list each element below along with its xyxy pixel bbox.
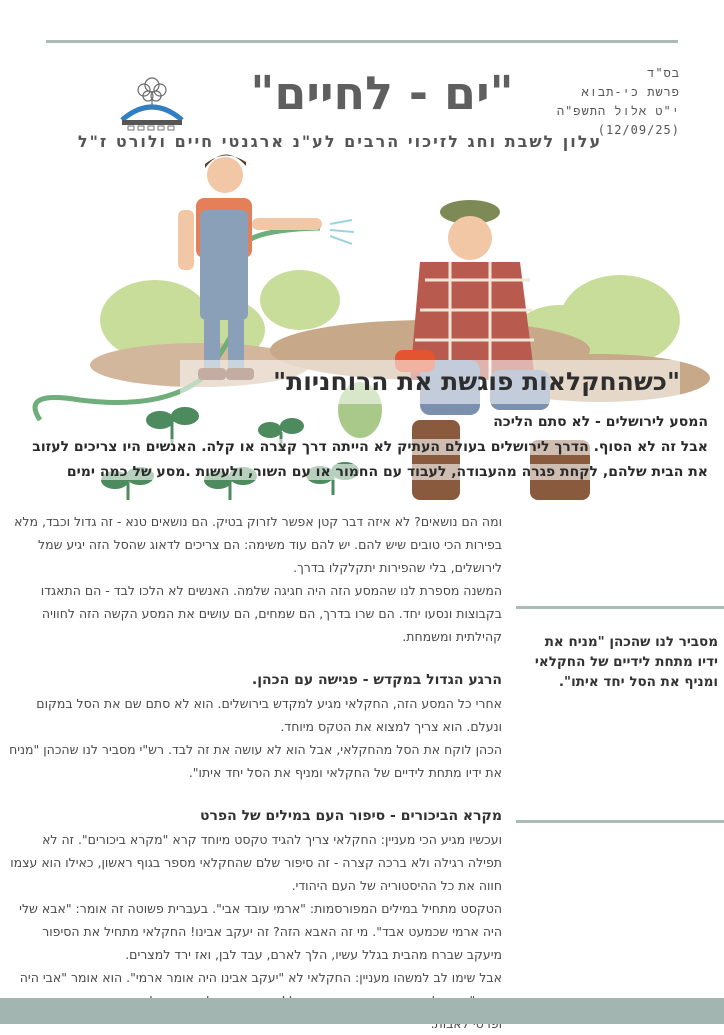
section-heading: הרגע הגדול במקדש - פגישה עם הכהן. [251, 672, 502, 688]
article-body [6, 510, 502, 1035]
meta-line: (12/09/25) [597, 123, 680, 137]
paragraph: ועכשיו מגיע הכי מעניין: החקלאי צריך להגיד טקסט מיוחד קרא "מקרא ביכורים". זה לא תפילה רגילה ולא ברכה קצרה - זה סיפור שלם שהחקלאי מספר בגוף ראשון, כאילו הוא עצמו חווה את כל ההיסטוריה של העם היהודי. [10, 832, 502, 893]
pull-quote-top-divider [516, 606, 724, 609]
paragraph: הכהן לוקח את הסל מהחקלאי, אבל הוא לא עושה את זה לבד. רש"י מסביר לנו שהכהן "מניח את ידיו מתחת לידיים של החקלאי ומניף את הסל יחד איתו". [9, 742, 502, 780]
paragraph: אבל שימו לב למשהו מעניין: החקלאי לא "יעקב אבינו היה אומר ארמי". הוא אומר "אבי היה [19, 970, 502, 985]
pull-quote: מסביר לנו שהכהן "מניח את ידיו מתחת לידיים של החקלאי ומניף את הסל יחד איתו". [534, 634, 718, 690]
article-intro [20, 410, 708, 485]
tree-bridge-logo-icon [116, 76, 188, 136]
paragraph: המשנה מספרת לנו שהמסע הזה היה חגיגה שלמה. האנשים לא הלכו לבד - הם התאגדו בקבוצות ונסעו יחד. הם שרו בדרך, הם שמחים, הם עושים את המסע הקשה הזה לחוויה קהילתית ומשמחת. [40, 583, 502, 644]
subtitle: עלון לשבת וחג לזיכוי הרבים לע"נ ארגנטי חיים ולורט ז"ל [77, 132, 603, 151]
article-headline: "כשהחקלאות פוגשת את הרוחניות" [180, 360, 680, 404]
top-divider [46, 40, 678, 43]
header-meta [530, 64, 680, 140]
intro-paragraph: אבל זה לא הסוף. הדרך לירושלים בעולם העתיק לא הייתה דרך קצרה או קלה. האנשים היו צריכים לעזוב את הבית שלהם, לקחת פגרה מהעבודה, לעבוד עם החמור או עם השור, ולעשות .מסע של כמה ימים [32, 439, 708, 480]
paragraph: ומה הם נושאים? לא איזה דבר קטן אפשר לזרוק בטיק. הם נושאים טנא - זה גדול וכבד, מלא בפירות הכי טובים שיש להם. יש להם עוד משימה: הם צריכים לדאוג שהסל הזה יגיע שמל לירושלים, בלי שהפירות יתקלקלו בדרך. [14, 514, 502, 575]
brand-title: "ים - לחיים" [250, 66, 514, 120]
intro-heading: המסע לירושלים - לא סתם הליכה [493, 414, 708, 430]
footer-bar [0, 998, 724, 1024]
meta-line: י"ט אלול התשפ"ה [556, 104, 680, 118]
meta-line: פרשת כי-תבוא [581, 85, 680, 99]
paragraph: אחרי כל המסע הזה, החקלאי מגיע למקדש בירושלים. הוא לא סתם שם את הסל במקום ונעלם. הוא צריך למצוא את הטקס מיוחד. [36, 696, 502, 734]
meta-line: בס"ד [647, 66, 680, 80]
section-heading: מקרא הביכורים - סיפור העם במילים של הפרט [199, 808, 502, 824]
paragraph: הטקסט מתחיל במילים המפורסמות: "ארמי עובד אבי". בעברית פשוטה זה אומר: "אבא שלי היה ארמי שכמעט אבד". מי זה האבא הזה? זה יעקב אבינו! החקלאי מתחיל את הסיפור מיעקב שברח מהבית בגלל עשיו, הלך לארם, עבד לבן, ואז ירד למצרים. [19, 901, 502, 962]
pull-quote-bottom-divider [516, 820, 724, 823]
